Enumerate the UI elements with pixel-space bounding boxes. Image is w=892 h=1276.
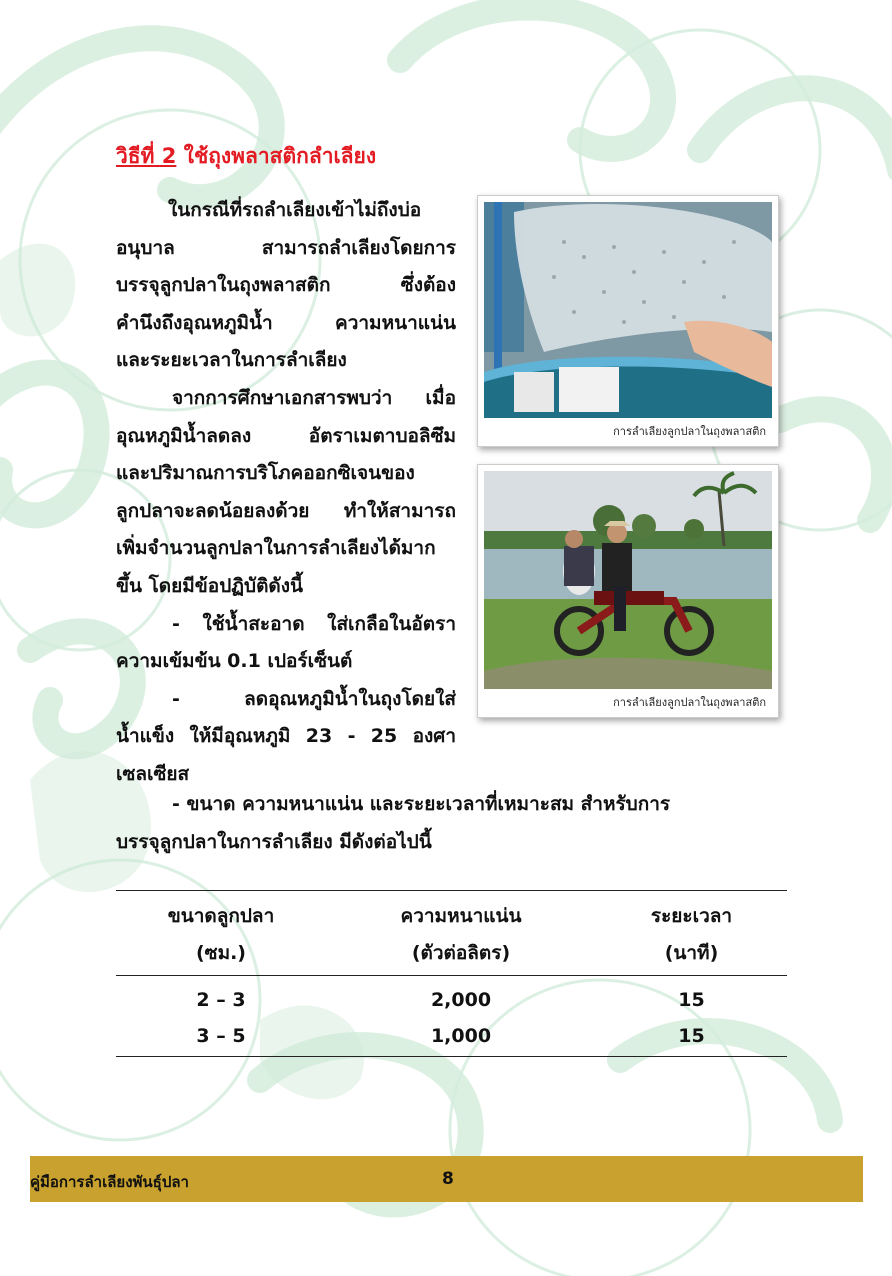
table-cell: 1,000 <box>326 1018 596 1057</box>
table-cell: 15 <box>596 1018 787 1057</box>
paragraph-line: บรรจุลูกปลาในการลำเลียง มีดังต่อไปนี้ <box>116 831 432 853</box>
full-width-text <box>116 785 796 861</box>
paragraph-line: และระยะเวลาในการลำเลียง <box>116 349 347 372</box>
fish-bag-image <box>484 202 772 418</box>
table-cell: 15 <box>678 989 705 1011</box>
col-header-duration: ระยะเวลา <box>596 891 787 935</box>
paragraph-line: ในกรณีที่รถลำเลียงเข้าไม่ถึงบ่อ <box>168 199 422 221</box>
transport-density-table <box>116 890 787 1057</box>
photo-caption: การลำเลียงลูกปลาในถุงพลาสติก <box>613 696 766 709</box>
method-label: วิธีที่ 2 <box>116 144 177 168</box>
paragraph-line: ความเข้มข้น 0.1 เปอร์เซ็นต์ <box>116 650 353 673</box>
footer-title: คู่มือการลำเลียงพันธุ์ปลา <box>30 1173 189 1191</box>
table-cell: 2,000 <box>430 989 492 1011</box>
bullet-line: - ใช้น้ำสะอาด ใส่เกลือในอัตรา <box>172 612 456 635</box>
paragraph-line: อุณหภูมิน้ำลดลง อัตราเมตาบอลิซึม <box>116 424 456 447</box>
bullet-line: - ขนาด ความหนาแน่น และระยะเวลาที่เหมาะสม สำหรับการ <box>172 793 671 815</box>
paragraph-line: ขึ้น โดยมีข้อปฏิบัติดังนี้ <box>116 574 304 597</box>
paragraph-line: เซลเซียส <box>116 762 190 785</box>
table-row <box>116 1018 787 1057</box>
col-unit-density: (ตัวต่อลิตร) <box>326 934 596 976</box>
paragraph-line: เพิ่มจำนวนลูกปลาในการลำเลียงได้มาก <box>116 537 436 560</box>
table-row <box>116 976 787 1019</box>
paragraph-line: อนุบาล สามารถลำเลียงโดยการ <box>116 236 456 259</box>
paragraph-line: คำนึงถึงอุณหภูมิน้ำ ความหนาแน่น <box>116 311 456 334</box>
bullet-line: - ลดอุณหภูมิน้ำในถุงโดยใส่ <box>172 687 456 710</box>
photo-motorcycle <box>477 464 779 718</box>
paragraph-line: ลูกปลาจะลดน้อยลงด้วย ทำให้สามารถ <box>116 499 456 522</box>
column-text <box>116 192 456 794</box>
col-unit-duration: (นาที) <box>596 934 787 976</box>
motorcycle-image <box>484 471 772 689</box>
col-header-size: ขนาดลูกปลา <box>116 891 326 935</box>
photo-caption: การลำเลียงลูกปลาในถุงพลาสติก <box>613 425 766 438</box>
col-unit-size: (ซม.) <box>116 934 326 976</box>
paragraph-line: จากการศึกษาเอกสารพบว่า เมื่อ <box>172 386 456 409</box>
method-title: ใช้ถุงพลาสติกลำเลียง <box>183 144 377 168</box>
photo-fish-bag <box>477 195 779 447</box>
page-number: 8 <box>442 1169 454 1189</box>
section-heading <box>116 140 376 173</box>
paragraph-line: และปริมาณการบริโภคออกซิเจนของ <box>116 462 415 485</box>
table-cell: 3 – 5 <box>116 1018 326 1057</box>
footer-bar <box>30 1156 863 1202</box>
paragraph-line: น้ำแข็ง ให้มีอุณหภูมิ 23 - 25 องศา <box>116 725 456 748</box>
col-header-density: ความหนาแน่น <box>326 891 596 935</box>
table-cell: 2 – 3 <box>196 989 246 1011</box>
paragraph-line: บรรจุลูกปลาในถุงพลาสติก ซึ่งต้อง <box>116 274 456 297</box>
